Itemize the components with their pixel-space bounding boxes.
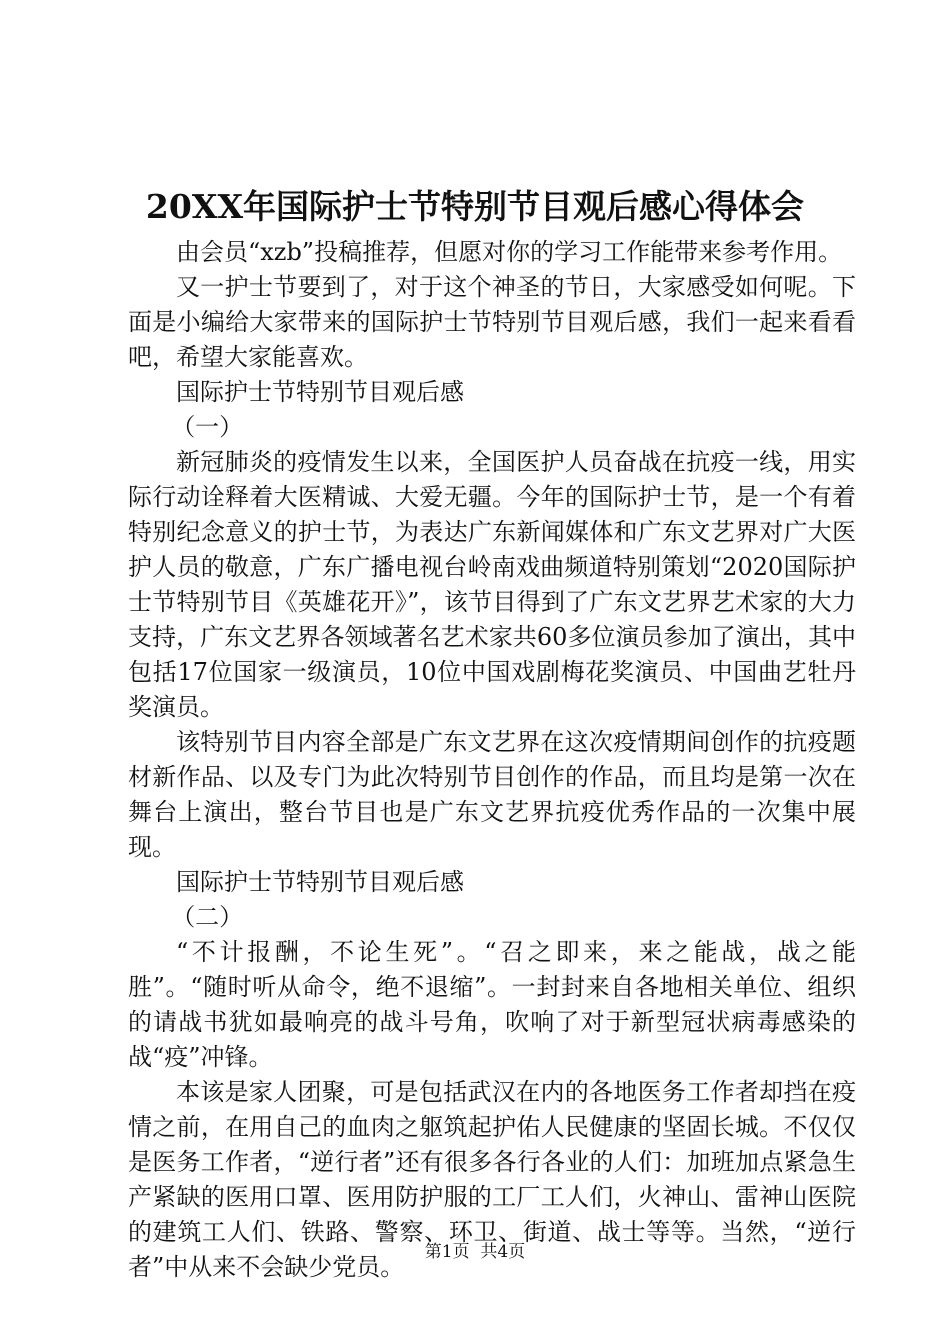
section-2-number: （二） [171, 903, 244, 931]
section-2-paragraph-2: 本该是家人团聚，可是包括武汉在内的各地医务工作者却挡在疫情之前，在用自己的血肉之躯筑起护佑人民健康的坚固长城。不仅仅是医务工作者，“逆行者”还有很多各行各业的人们：加班加点紧急生产紧缺的医用口罩、医用防护服的工厂工人们，火神山、雷神山医院的建筑工人们、铁路、警察、环卫、街道、战士等等。当然，“逆行者”中从来不会缺少党员。 [128, 1078, 856, 1281]
section-1-heading: 国际护士节特别节目观后感 [176, 378, 464, 406]
intro-paragraph: 由会员“xzb”投稿推荐，但愿对你的学习工作能带来参考作用。 [176, 238, 843, 266]
page-footer: 第1页 共4页 [424, 1242, 526, 1262]
document-title: 20XX年国际护士节特别节目观后感心得体会 [145, 187, 805, 226]
paragraph-1: 又一护士节要到了，对于这个神圣的节日，大家感受如何呢。下面是小编给大家带来的国际护士节特别节目观后感，我们一起来看看吧，希望大家能喜欢。 [128, 273, 856, 371]
section-1-paragraph-2: 该特别节目内容全部是广东文艺界在这次疫情期间创作的抗疫题材新作品、以及专门为此次特别节目创作的作品，而且均是第一次在舞台上演出，整台节目也是广东文艺界抗疫优秀作品的一次集中展现。 [128, 728, 856, 861]
document-body [128, 235, 856, 1285]
section-1-paragraph-1: 新冠肺炎的疫情发生以来，全国医护人员奋战在抗疫一线，用实际行动诠释着大医精诚、大爱无疆。今年的国际护士节，是一个有着特别纪念意义的护士节，为表达广东新闻媒体和广东文艺界对广大医护人员的敬意，广东广播电视台岭南戏曲频道特别策划“2020国际护士节特别节目《英雄花开》”，该节目得到了广东文艺界艺术家的大力支持，广东文艺界各领域著名艺术家共60多位演员参加了演出，其中包括17位国家一级演员，10位中国戏剧梅花奖演员、中国曲艺牡丹奖演员。 [128, 448, 856, 721]
section-1-number: （一） [171, 413, 244, 441]
section-2-paragraph-1: “不计报酬，不论生死”。“召之即来，来之能战，战之能胜”。“随时听从命令，绝不退缩”。一封封来自各地相关单位、组织的请战书犹如最响亮的战斗号角，吹响了对于新型冠状病毒感染的战“疫”冲锋。 [128, 938, 856, 1071]
section-2-heading: 国际护士节特别节目观后感 [176, 868, 464, 896]
